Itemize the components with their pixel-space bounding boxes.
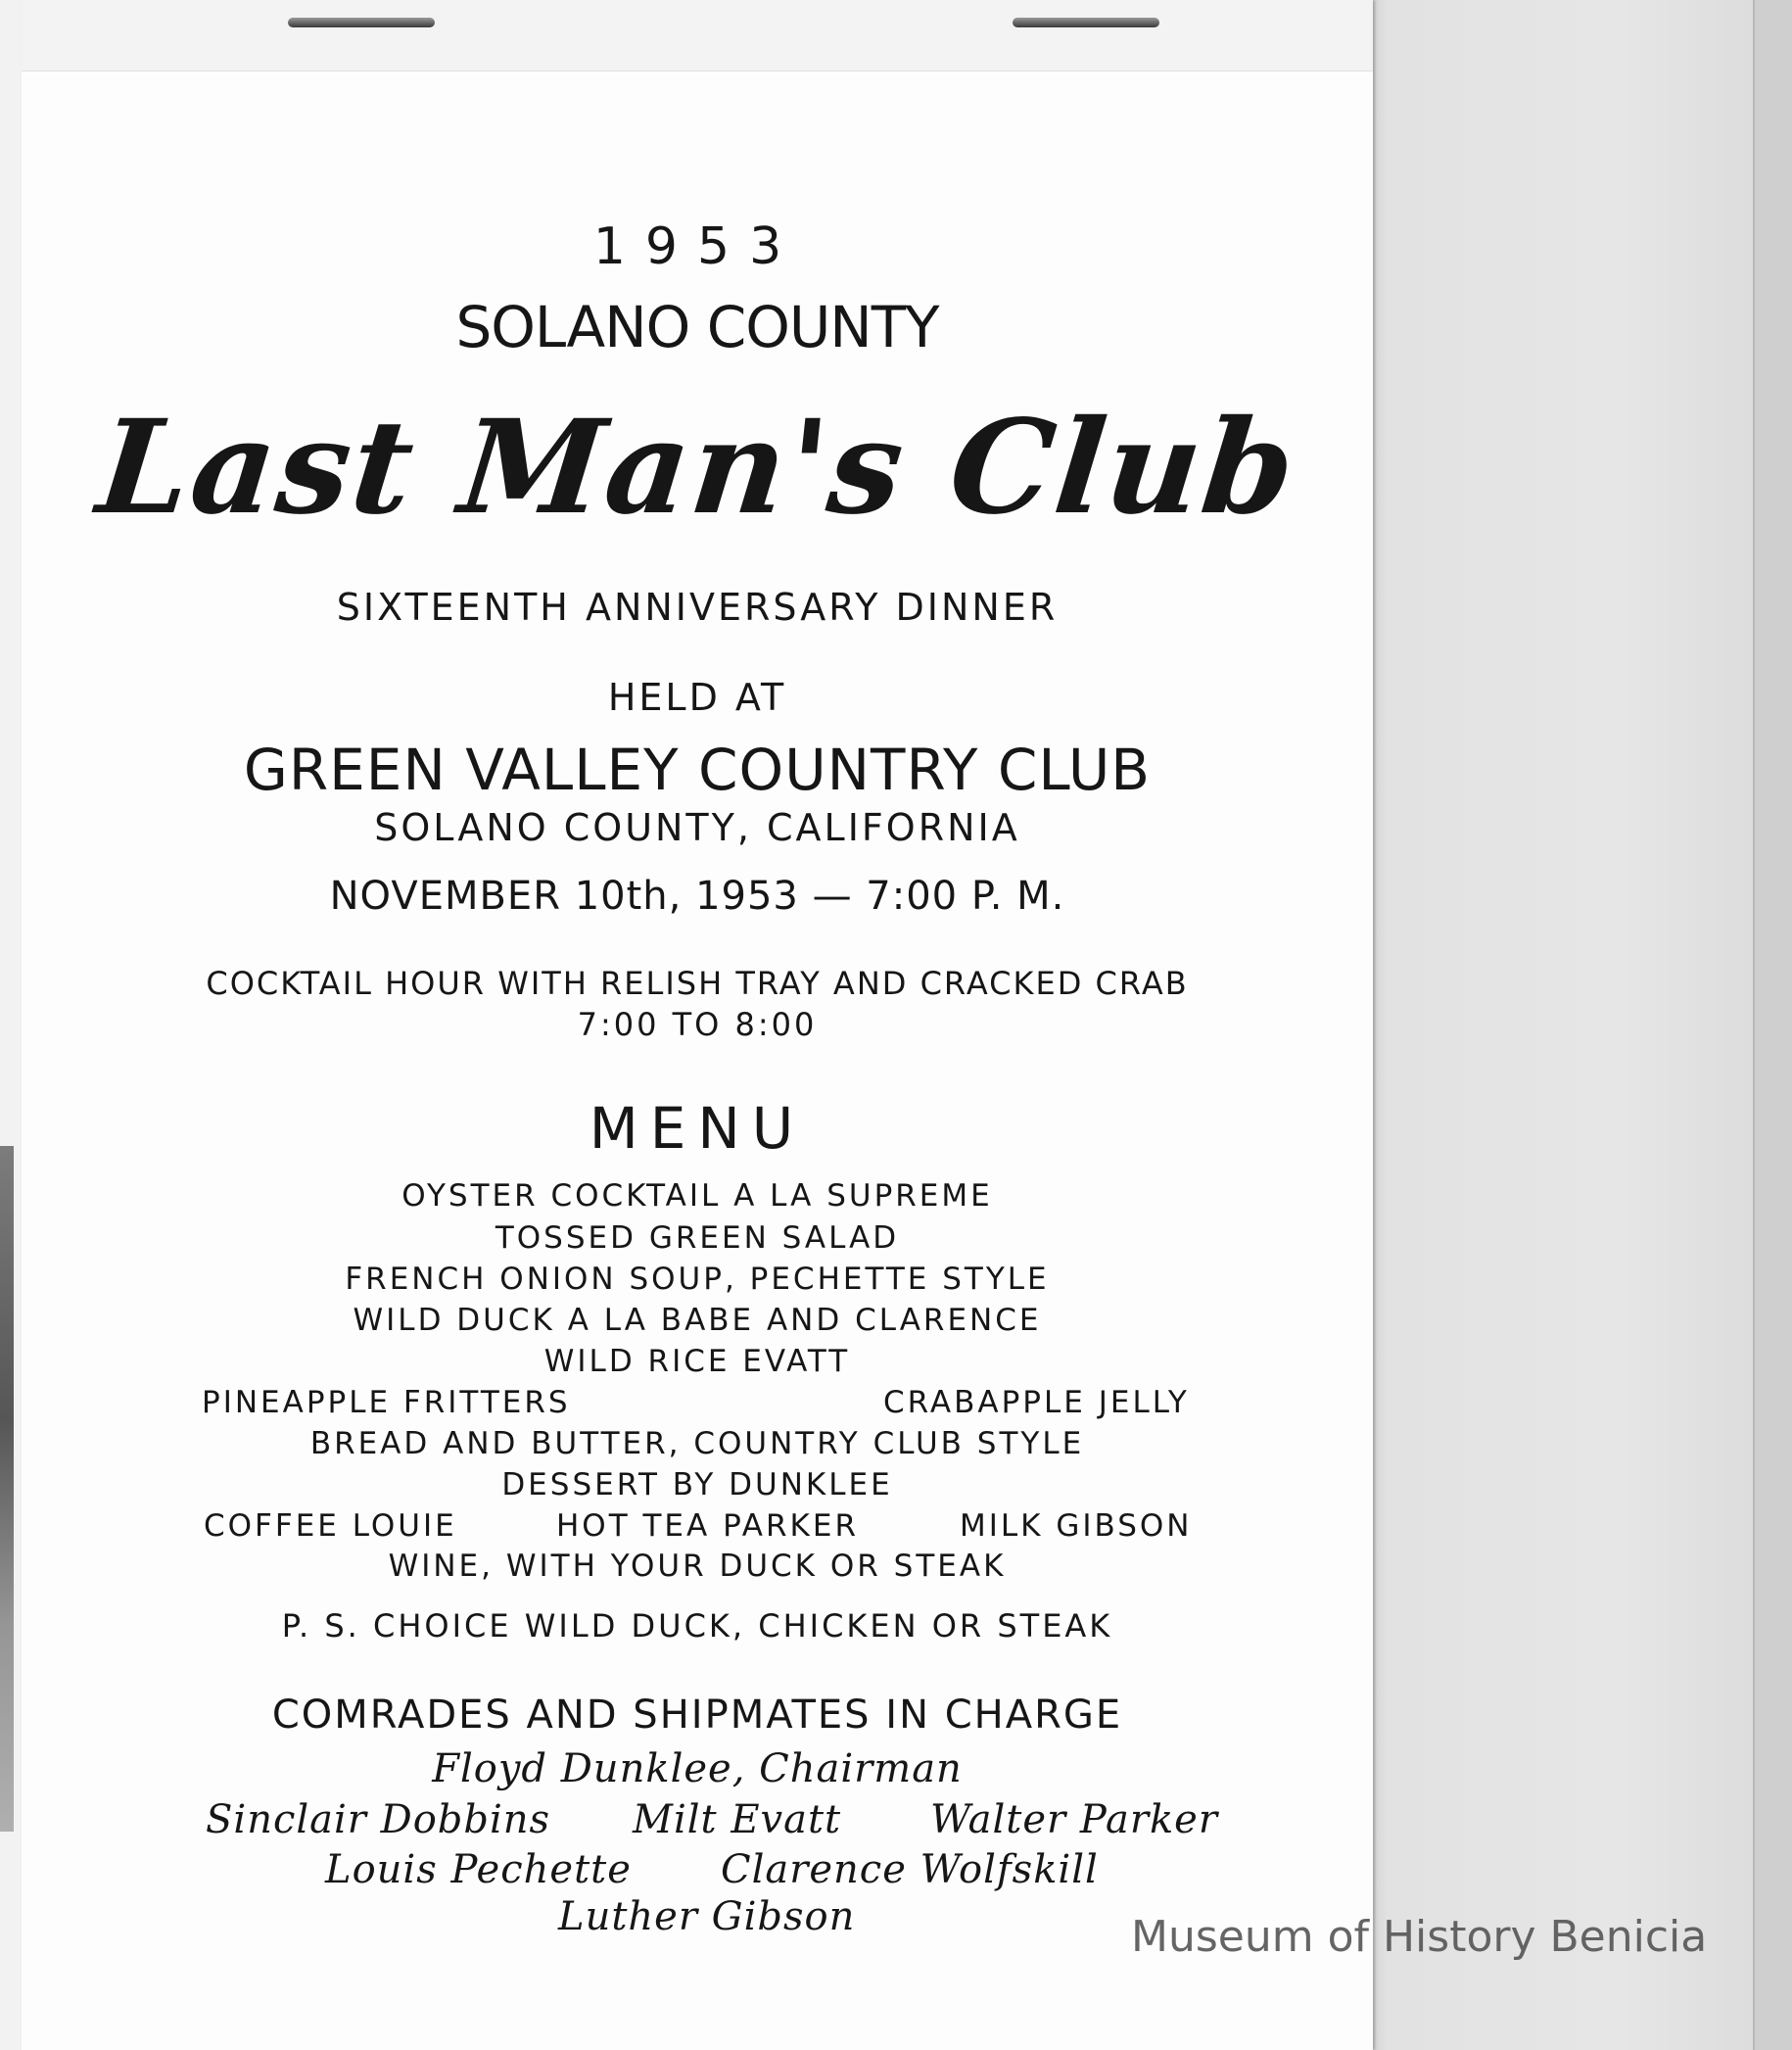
staff-name: Milt Evatt	[633, 1797, 842, 1842]
menu-item-middle: HOT TEA PARKER	[556, 1508, 859, 1544]
menu-item: DESSERT BY DUNKLEE	[501, 1467, 893, 1502]
board-edge	[1753, 0, 1792, 2050]
staff-name: Sinclair Dobbins	[206, 1797, 551, 1842]
menu-item-left: COFFEE LOUIE	[204, 1508, 457, 1544]
venue-name: GREEN VALLEY COUNTRY CLUB	[243, 737, 1152, 803]
menu-item: OYSTER COCKTAIL A LA SUPREME	[401, 1178, 993, 1214]
staff-name: Louis Pechette	[325, 1847, 632, 1892]
cocktail-hour: COCKTAIL HOUR WITH RELISH TRAY AND CRACKED CRAB	[206, 965, 1189, 1002]
cocktail-time: 7:00 TO 8:00	[577, 1006, 818, 1043]
chairman-name: Floyd Dunklee, Chairman	[432, 1746, 963, 1791]
menu-item-right: MILK GIBSON	[960, 1508, 1193, 1544]
menu-item: WINE, WITH YOUR DUCK OR STEAK	[388, 1549, 1007, 1584]
staff-name: Clarence Wolfskill	[721, 1847, 1099, 1892]
ps-note: P. S. CHOICE WILD DUCK, CHICKEN OR STEAK	[281, 1607, 1113, 1645]
menu-item: WILD RICE EVATT	[543, 1344, 851, 1379]
menu-item: TOSSED GREEN SALAD	[495, 1220, 900, 1256]
background-board	[1361, 0, 1792, 2050]
club-title: Last Man's Club	[91, 392, 1303, 544]
museum-watermark: Museum of History Benicia	[1131, 1912, 1708, 1962]
county-heading: SOLANO COUNTY	[455, 294, 939, 360]
menu-heading: MENU	[589, 1095, 806, 1162]
staff-name: Walter Parker	[930, 1797, 1218, 1842]
held-at-label: HELD AT	[607, 676, 787, 719]
staff-heading: COMRADES AND SHIPMATES IN CHARGE	[271, 1692, 1123, 1738]
venue-location: SOLANO COUNTY, CALIFORNIA	[374, 806, 1020, 849]
menu-item: WILD DUCK A LA BABE AND CLARENCE	[353, 1303, 1042, 1338]
event-datetime: NOVEMBER 10th, 1953 — 7:00 P. M.	[329, 874, 1065, 919]
menu-item: FRENCH ONION SOUP, PECHETTE STYLE	[345, 1262, 1050, 1297]
menu-item-left: PINEAPPLE FRITTERS	[202, 1385, 571, 1420]
event-name: SIXTEENTH ANNIVERSARY DINNER	[336, 586, 1059, 629]
menu-page	[22, 0, 1373, 2050]
menu-document	[22, 0, 1373, 2050]
menu-item-right: CRABAPPLE JELLY	[883, 1385, 1190, 1420]
event-year: 1953	[592, 217, 802, 276]
adjacent-page-photo-fragment	[0, 1146, 14, 1832]
staff-name: Luther Gibson	[558, 1894, 856, 1939]
menu-item: BREAD AND BUTTER, COUNTRY CLUB STYLE	[309, 1426, 1085, 1461]
